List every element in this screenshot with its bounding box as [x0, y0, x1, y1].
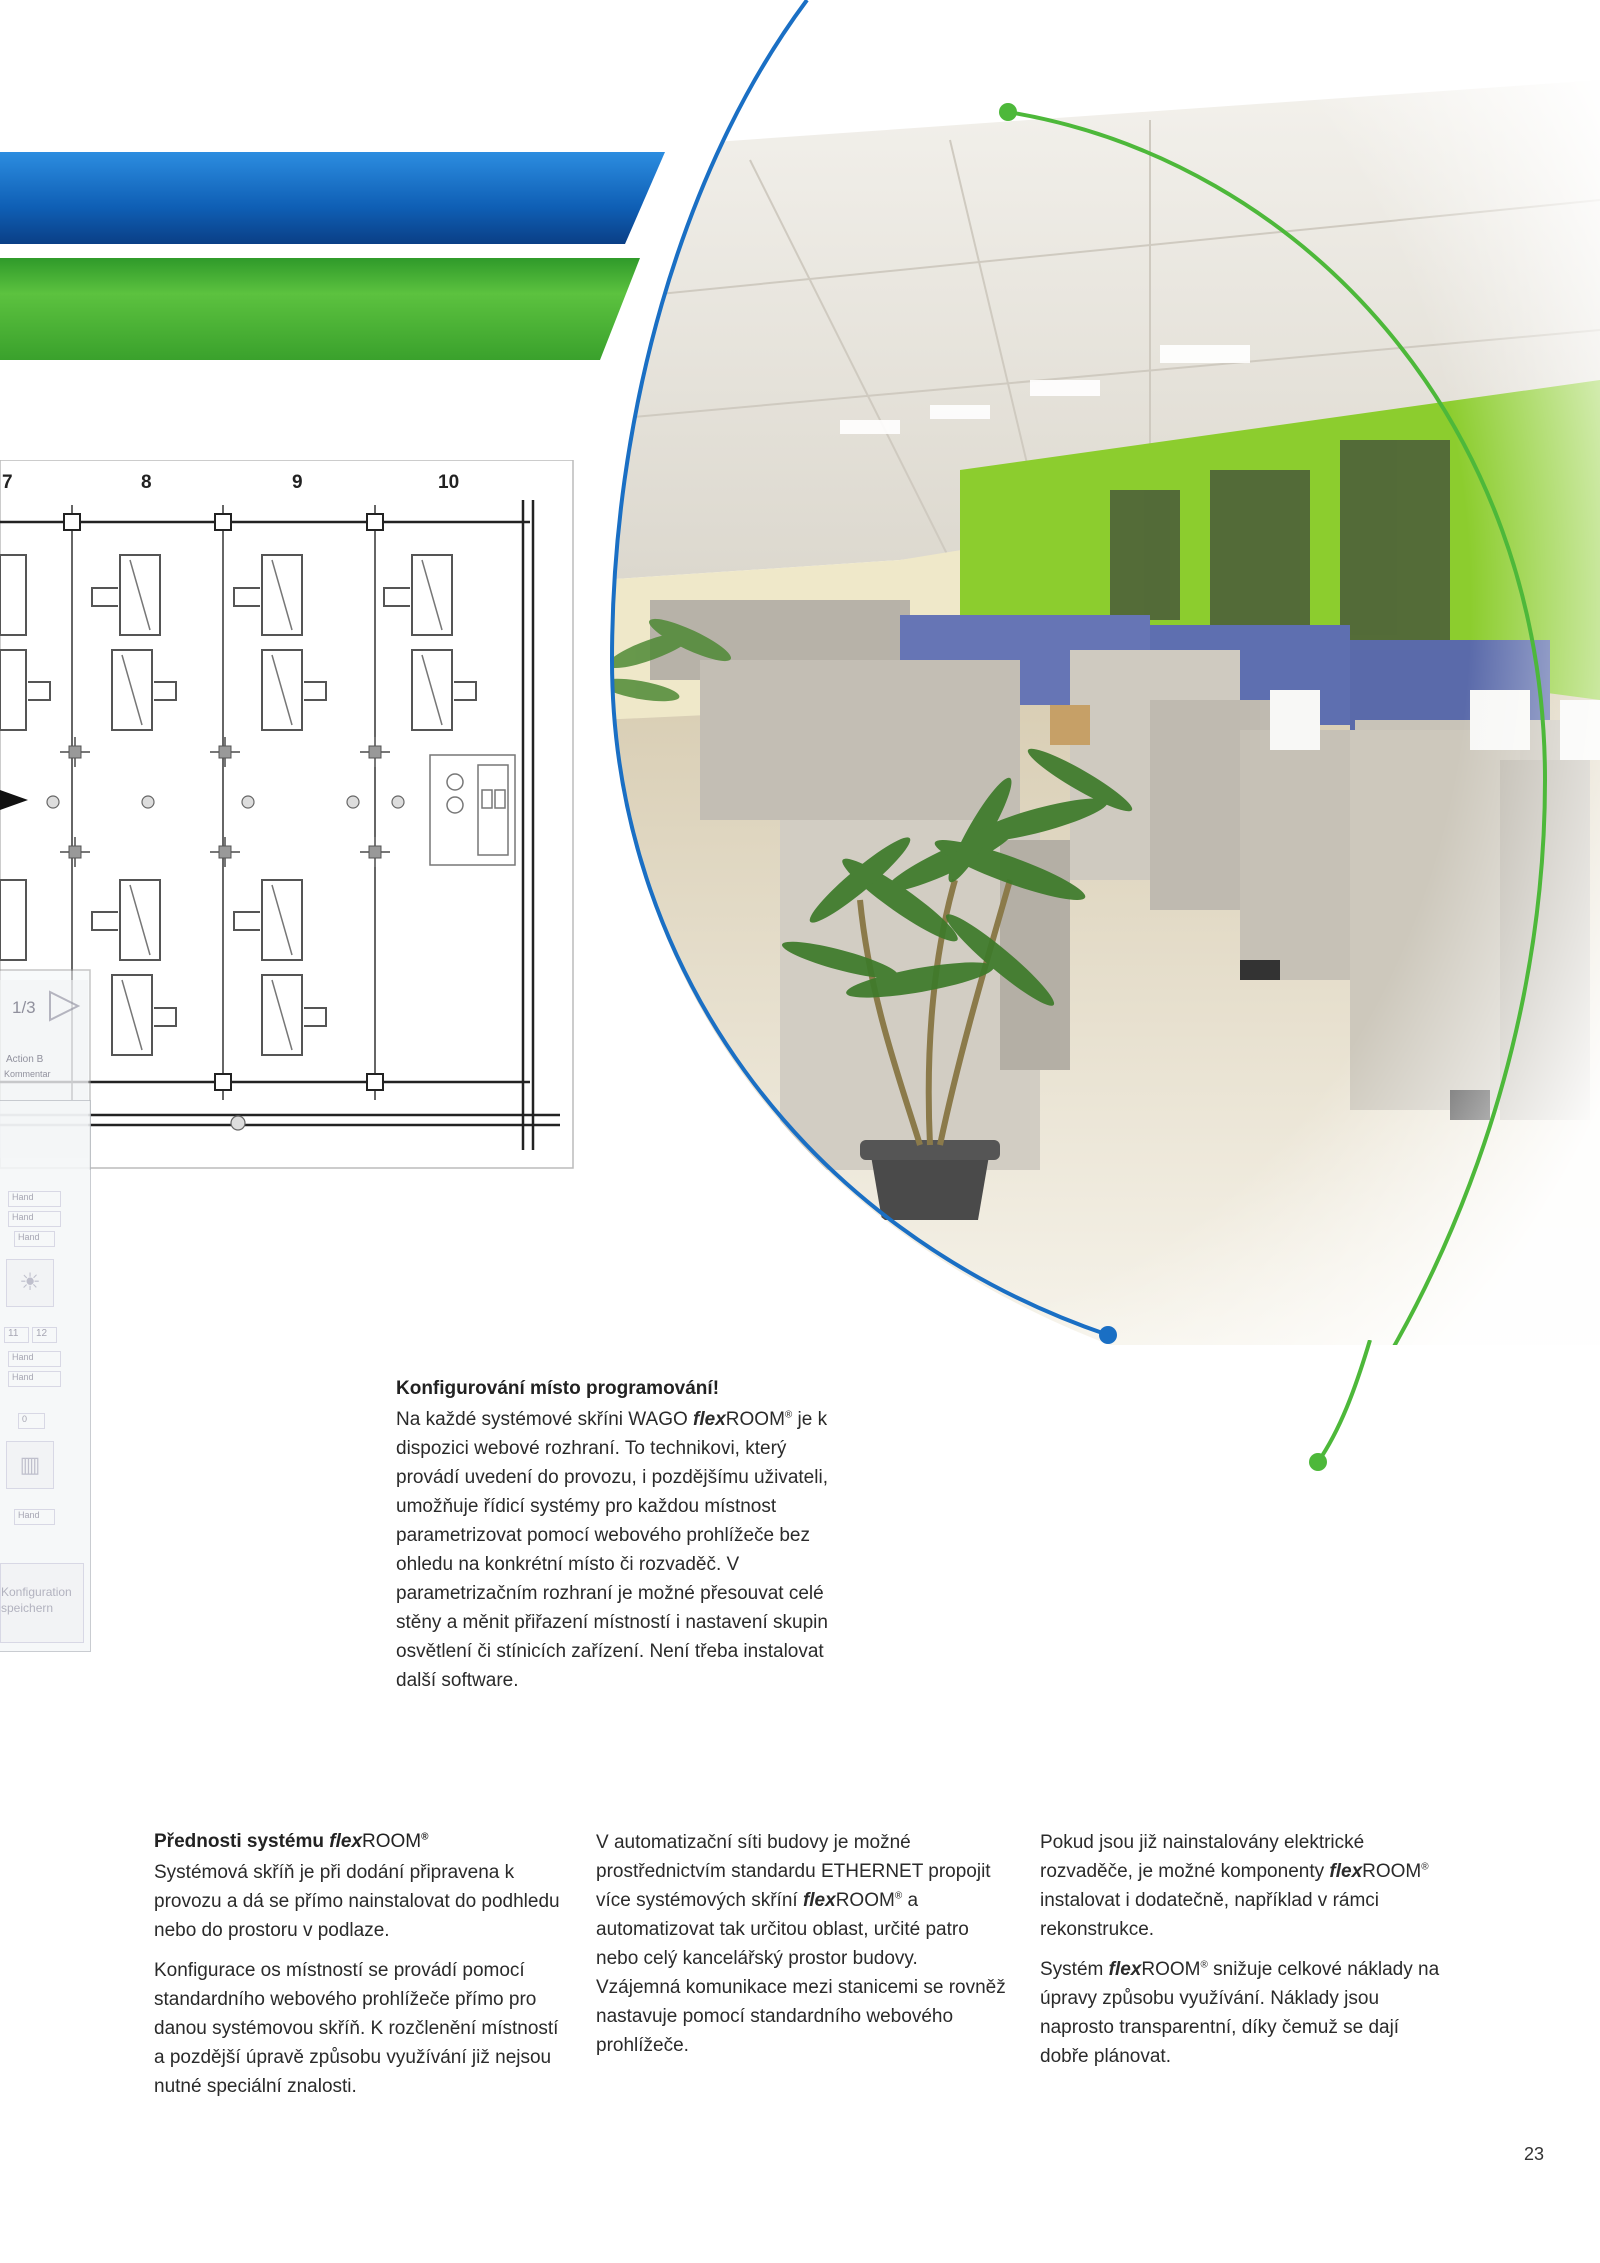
save-button-line2: speichern	[1, 1601, 54, 1615]
brand-flex: flex	[1108, 1959, 1142, 1980]
config-panel-ghost	[0, 1100, 91, 1652]
brand-room: ROOM	[1141, 1959, 1201, 1980]
col3-text-2: instalovat i dodatečně, například v rámci rekonstrukce.	[1040, 1890, 1380, 1940]
green-arc-start-dot	[999, 103, 1017, 121]
config-heading: Konfigurování místo programování!	[396, 1378, 720, 1399]
col3-paragraph-2	[1040, 1955, 1450, 2071]
brand-room: ROOM	[835, 1890, 895, 1911]
save-configuration-button[interactable]	[0, 1563, 84, 1643]
col3-text-1: Pokud jsou již nainstalovány elektrické rozvaděče, je možné komponenty	[1040, 1832, 1365, 1882]
advantages-heading-text: Přednosti systému	[154, 1831, 330, 1852]
registered-mark: ®	[894, 1890, 903, 1902]
panel-page-indicator: 1/3	[12, 998, 36, 1017]
save-button-line1: Konfiguration	[1, 1585, 72, 1599]
advantages-heading	[154, 1828, 564, 1856]
registered-mark: ®	[1200, 1959, 1208, 1971]
registered-mark: ®	[784, 1409, 793, 1421]
panel-action-label: Action B	[6, 1054, 44, 1065]
panel-row-value: Hand	[8, 1371, 61, 1387]
floorplan-illustration	[0, 460, 575, 1170]
config-text-1: Na každé systémové skříni WAGO	[396, 1409, 694, 1430]
col1-paragraph-2: Konfigurace os místností se provádí pomocí standardního webového prohlížeče přímo pro danou systémovou skříň. K rozčlenění místností a pozdější úpravě způsobu využívání již nejsou nutné speciální znalosti.	[154, 1960, 559, 2097]
advantages-column-3	[1040, 1828, 1450, 2082]
panel-row-value: 11	[4, 1327, 29, 1343]
brand-flex: flex	[329, 1831, 363, 1852]
config-text-2: je k dispozici webové rozhraní. To technikovi, který provádí uvedení do provozu, i pozdějšímu uživateli, umožňuje řídicí systémy pro každou místnost parametrizovat pomocí webového prohlížeče bez ohledu na konkrétní místo či rozvaděč. V parametrizačním rozhraní je možné přesouvat celé stěny a měnit přiřazení místností i nastavení skupin osvětlení či stínicích zařízení. Není třeba instalovat další software.	[396, 1409, 828, 1691]
green-header-band	[0, 258, 640, 360]
page-number: 23	[1524, 2144, 1545, 2164]
registered-mark: ®	[1421, 1861, 1429, 1873]
config-section	[396, 1375, 846, 1706]
panel-row-value: 12	[32, 1327, 57, 1343]
panel-row-value: Hand	[8, 1191, 61, 1207]
advantages-column-1	[154, 1828, 564, 2112]
panel-row-value: Hand	[14, 1231, 55, 1247]
column-number: 10	[438, 472, 460, 493]
column-number: 8	[141, 472, 152, 493]
column-number: 7	[2, 472, 13, 493]
panel-row-value: 0	[18, 1413, 45, 1429]
panel-row-value: Hand	[14, 1509, 55, 1525]
col2-text-2: a automatizovat tak určitou oblast, určité patro nebo celý kancelářský prostor budovy. Vzájemná komunikace mezi stanicemi se rovněž nastavuje pomocí standardního webového prohlížeče.	[596, 1890, 1006, 2056]
brand-flex: flex	[693, 1409, 726, 1430]
col3-text-3: Systém	[1040, 1959, 1109, 1980]
brand-flex: flex	[1329, 1861, 1363, 1882]
config-paragraph	[396, 1405, 846, 1695]
brand-room: ROOM	[1362, 1861, 1422, 1882]
lamp-icon: ☀	[6, 1259, 54, 1307]
panel-row-value: Hand	[8, 1351, 61, 1367]
column-number: 9	[292, 472, 303, 493]
office-photo	[560, 0, 1600, 1345]
col2-paragraph-1	[596, 1828, 1006, 2060]
green-arc-extension	[1300, 1340, 1380, 1480]
advantages-column-2	[596, 1828, 1006, 2071]
brand-flex: flex	[802, 1890, 836, 1911]
brand-room: ROOM	[725, 1409, 785, 1430]
panel-comment-label: Kommentar	[4, 1069, 51, 1079]
registered-mark: ®	[421, 1831, 429, 1843]
col2-text-1: V automatizační síti budovy je možné prostřednictvím standardu ETHERNET propojit více systémových skříní	[596, 1832, 991, 1911]
col1-paragraph-1: Systémová skříň je při dodání připravena k provozu a dá se přímo nainstalovat do podhledu nebo do prostoru v podlaze.	[154, 1862, 560, 1941]
col3-text-4: snižuje celkové náklady na úpravy způsobu využívání. Náklady jsou naprosto transparentní, díky čemuž se dají dobře plánovat.	[1040, 1959, 1440, 2067]
thermometer-icon: ▥	[6, 1441, 54, 1489]
col3-paragraph-1	[1040, 1828, 1450, 1944]
blue-arc-end-dot	[1099, 1326, 1117, 1344]
brand-room: ROOM	[362, 1831, 422, 1852]
panel-row-value: Hand	[8, 1211, 61, 1227]
